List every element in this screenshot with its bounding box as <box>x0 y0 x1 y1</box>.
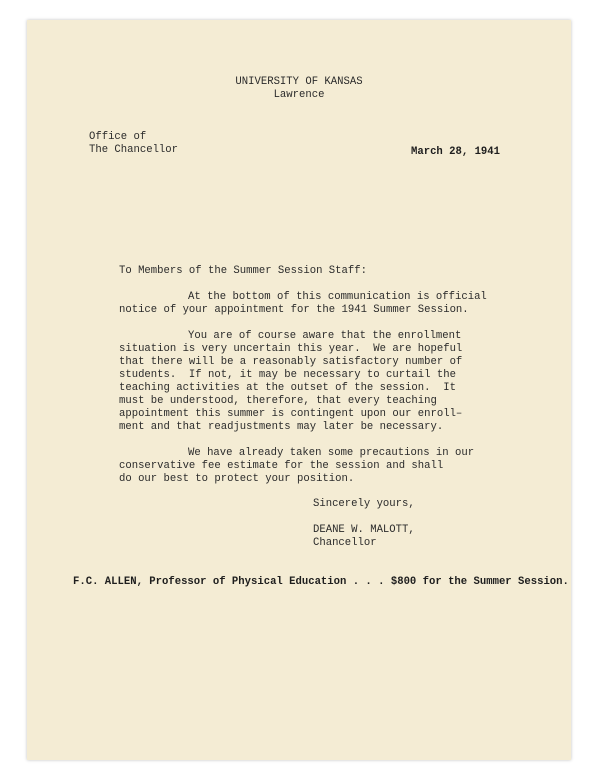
paragraph-3-line-1: We have already taken some precautions in our <box>188 447 475 459</box>
paragraph-2-line-4: students. If not, it may be necessary to curtail the <box>119 369 456 381</box>
salutation: To Members of the Summer Session Staff: <box>119 265 367 277</box>
letter-date: March 28, 1941 <box>411 146 501 158</box>
signature-name: DEANE W. MALOTT, <box>313 524 415 536</box>
letterhead-institution: UNIVERSITY OF KANSAS <box>235 76 363 88</box>
paragraph-2-line-8: ment and that readjustments may later be necessary. <box>119 421 444 433</box>
closing: Sincerely yours, <box>313 498 415 510</box>
appointment-notice: F.C. ALLEN, Professor of Physical Education . . . $800 for the Summer Session. <box>73 576 569 588</box>
letter-page <box>27 20 571 760</box>
office-line-2: The Chancellor <box>89 144 179 156</box>
letterhead-city: Lawrence <box>273 89 325 101</box>
paragraph-1-line-2: notice of your appointment for the 1941 Summer Session. <box>119 304 469 316</box>
signature-title: Chancellor <box>313 537 377 549</box>
paragraph-2-line-6: must be understood, therefore, that every teaching <box>119 395 437 407</box>
paragraph-2-line-1: You are of course aware that the enrollment <box>188 330 462 342</box>
paragraph-2-line-3: that there will be a reasonably satisfactory number of <box>119 356 463 368</box>
paragraph-2-line-2: situation is very uncertain this year. We are hopeful <box>119 343 463 355</box>
paragraph-2-line-5: teaching activities at the outset of the session. It <box>119 382 456 394</box>
paragraph-1-line-1: At the bottom of this communication is official <box>188 291 487 303</box>
paragraph-2-line-7: appointment this summer is contingent upon our enroll– <box>119 408 463 420</box>
paragraph-3-line-3: do our best to protect your position. <box>119 473 355 485</box>
paragraph-3-line-2: conservative fee estimate for the session and shall <box>119 460 444 472</box>
office-line-1: Office of <box>89 131 147 143</box>
